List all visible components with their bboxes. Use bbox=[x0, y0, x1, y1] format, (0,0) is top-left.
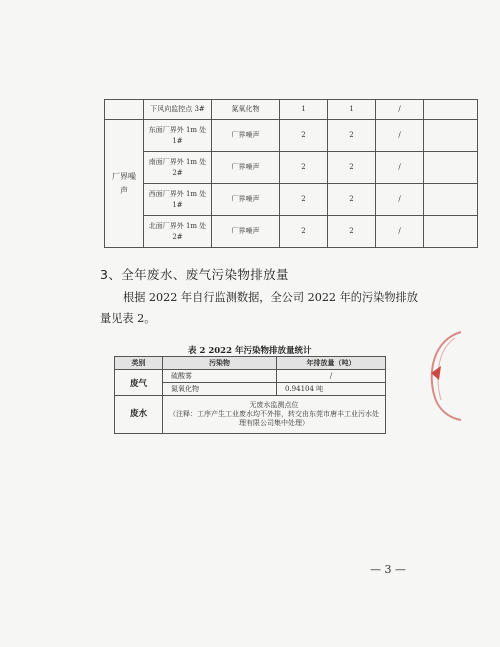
group-label: 厂界噪声 bbox=[112, 171, 136, 195]
table-row bbox=[105, 152, 478, 184]
value-cell: / bbox=[376, 100, 424, 120]
table-cell bbox=[424, 184, 478, 216]
header-pollutant: 污染物 bbox=[163, 357, 277, 370]
body-paragraph: 根据 2022 年自行监测数据，全公司 2022 年的污染物排放量见表 2。 bbox=[100, 291, 418, 325]
table-header-row bbox=[115, 357, 386, 370]
table-row bbox=[115, 370, 386, 383]
point-cell: 西面厂界外 1m 处 1# bbox=[144, 184, 212, 216]
value-cell: 2 bbox=[328, 184, 376, 216]
table-row bbox=[105, 100, 478, 120]
group-label-cell bbox=[105, 120, 144, 248]
red-seal-stamp bbox=[425, 328, 465, 422]
water-note-cell bbox=[163, 396, 386, 434]
item-cell: 厂界噪声 bbox=[212, 120, 280, 152]
point-cell: 北面厂界外 1m 处 2# bbox=[144, 216, 212, 248]
table-cell bbox=[424, 216, 478, 248]
emissions-table bbox=[114, 356, 386, 434]
table-row bbox=[105, 184, 478, 216]
value-cell: 1 bbox=[328, 100, 376, 120]
value-cell: 2 bbox=[280, 120, 328, 152]
header-amount: 年排放量（吨） bbox=[277, 357, 386, 370]
item-cell: 氮氧化物 bbox=[212, 100, 280, 120]
value-cell: / bbox=[376, 216, 424, 248]
value-cell: 2 bbox=[280, 152, 328, 184]
table-cell bbox=[424, 152, 478, 184]
item-cell: 厂界噪声 bbox=[212, 184, 280, 216]
value-cell: 1 bbox=[280, 100, 328, 120]
value-cell: / bbox=[376, 120, 424, 152]
point-cell: 东面厂界外 1m 处 1# bbox=[144, 120, 212, 152]
table-row bbox=[115, 396, 386, 434]
value-cell: / bbox=[376, 184, 424, 216]
water-note: 无废水监测点位 （注释：工序产生工业废水均不外排，转交由东莞市唐丰工业污水处理有限公司集中处理） bbox=[169, 401, 379, 427]
section-heading: 3、全年废水、废气污染物排放量 bbox=[100, 267, 289, 282]
value-cell: 2 bbox=[280, 184, 328, 216]
value-cell: / bbox=[376, 152, 424, 184]
amount-cell: / bbox=[277, 370, 386, 383]
amount-cell: 0.94104 吨 bbox=[277, 383, 386, 396]
table-cell bbox=[424, 120, 478, 152]
item-cell: 厂界噪声 bbox=[212, 216, 280, 248]
water-category-cell: 废水 bbox=[115, 396, 163, 434]
point-cell: 下风向监控点 3# bbox=[144, 100, 212, 120]
gas-category-cell: 废气 bbox=[115, 370, 163, 396]
point-cell: 南面厂界外 1m 处 2# bbox=[144, 152, 212, 184]
header-category: 类别 bbox=[115, 357, 163, 370]
table-cell bbox=[424, 100, 478, 120]
value-cell: 2 bbox=[280, 216, 328, 248]
table-cell bbox=[105, 100, 144, 120]
pollutant-cell: 硫酸雾 bbox=[163, 370, 277, 383]
pollutant-cell: 氮氧化物 bbox=[163, 383, 277, 396]
value-cell: 2 bbox=[328, 152, 376, 184]
page-number: — 3 — bbox=[370, 563, 406, 576]
table-caption: 表 2 2022 年污染物排放量统计 bbox=[188, 346, 312, 356]
value-cell: 2 bbox=[328, 216, 376, 248]
item-cell: 厂界噪声 bbox=[212, 152, 280, 184]
monitoring-table bbox=[104, 99, 478, 248]
table-row bbox=[105, 216, 478, 248]
value-cell: 2 bbox=[328, 120, 376, 152]
table-row bbox=[105, 120, 478, 152]
